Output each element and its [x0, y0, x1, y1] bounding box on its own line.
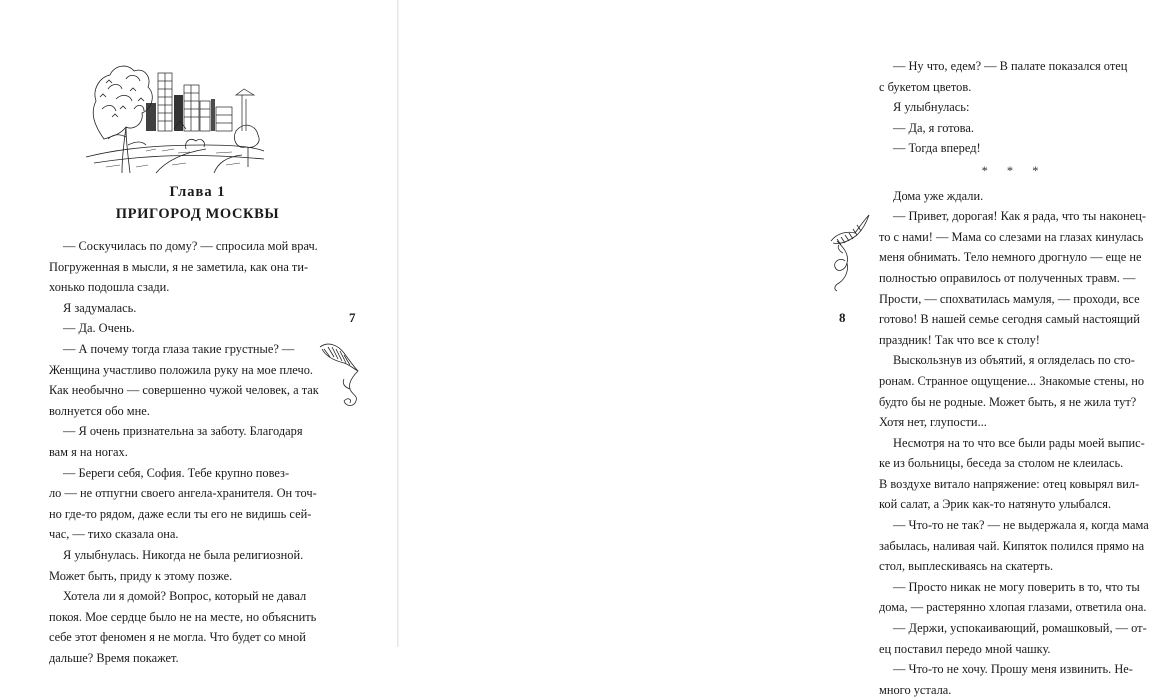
page-number-right: 8 [839, 310, 846, 325]
text-line: хонько подошла сзади. [49, 280, 170, 295]
text-line: стол, выплескиваясь на скатерть. [879, 559, 1054, 574]
text-line: — А почему тогда глаза такие грустные? — [63, 341, 295, 356]
text-line: много устала. [879, 682, 952, 697]
text-line: ло — не отпугни своего ангела-хранителя. Он точ- [49, 486, 317, 501]
text-line: — Да. Очень. [63, 321, 135, 336]
text-line: час, — тихо сказала она. [49, 527, 179, 542]
text-line: будто бы не родные. Может быть, я не жила тут? [879, 394, 1137, 409]
text-line: — Держи, успокаивающий, ромашковый, — от- [893, 621, 1147, 636]
left-page-text [49, 236, 319, 668]
text-line: Как необычно — совершенно чужой человек, а так [49, 383, 319, 398]
text-line: с букетом цветов. [879, 79, 972, 94]
text-line: Погруженная в мысли, я не заметила, как она ти- [49, 259, 309, 274]
text-line: ронам. Странное ощущение... Знакомые стены, но [879, 373, 1145, 388]
text-line: ке из больницы, беседа за столом не клеилась. [879, 456, 1124, 471]
text-line: Хотя нет, глупости... [879, 415, 987, 430]
text-line: полностью оправилось от полученных травм. — [879, 270, 1136, 285]
text-line: Хотела ли я домой? Вопрос, который не давал [63, 589, 307, 604]
text-line: Прости, — спохватилась мамуля, — проходи, все [879, 291, 1140, 306]
chapter-title: ПРИГОРОД МОСКВЫ [115, 206, 280, 222]
text-line: покоя. Мое сердце было не на месте, но объяснить [49, 609, 317, 624]
text-line: себе этот феномен я не могла. Что будет со мной [49, 630, 306, 645]
text-line: волнуется обо мне. [49, 403, 150, 418]
text-line: — Я очень признательна за заботу. Благодаря [63, 424, 303, 439]
text-line: Я улыбнулась: [893, 100, 970, 115]
text-line: дома, — растерянно хлопая глазами, ответила она. [879, 600, 1147, 615]
text-line: В воздухе витало напряжение: отец ковырял вил- [879, 476, 1140, 491]
right-page-text [879, 56, 1149, 700]
text-line: праздник! Так что все к столу! [879, 332, 1040, 347]
text-line: Дома уже ждали. [893, 188, 984, 203]
text-line: Я улыбнулась. Никогда не была религиозной. [63, 547, 304, 562]
text-line: Женщина участливо положила руку на мое плечо. [49, 362, 314, 377]
text-line: — Что-то не так? — не выдержала я, когда мама [893, 518, 1149, 533]
text-line: ец поставил передо мной чашку. [879, 641, 1051, 656]
text-line: — Просто никак не могу поверить в то, что ты [893, 579, 1140, 594]
city-sketch-illustration [86, 55, 264, 173]
text-line: — Что-то не хочу. Прошу меня извинить. Не- [893, 662, 1133, 677]
chapter-label: Глава 1 [169, 184, 226, 200]
text-line: меня обнимать. Тело немного дрогнуло — еще не [879, 250, 1142, 265]
left-page [0, 0, 397, 665]
text-line: кой салат, а Эрик как-то натянуто улыбался. [879, 497, 1112, 512]
text-line: — Да, я готова. [893, 120, 974, 135]
text-line: забылась, наливая чай. Кипяток полился прямо на [879, 538, 1145, 553]
text-line: но где-то рядом, даже если ты его не видишь сей- [49, 506, 312, 521]
text-line: — Ну что, едем? — В палате показался отец [893, 59, 1128, 73]
text-line: готово! В нашей семье сегодня самый настоящий [879, 312, 1140, 327]
text-line: Я задумалась. [63, 300, 137, 315]
feather-flourish-icon [827, 211, 871, 293]
text-line: то с нами! — Мама со слезами на глазах кинулась [879, 229, 1144, 244]
page-number-left: 7 [349, 310, 356, 325]
text-line: вам я на ногах. [49, 444, 128, 459]
right-page [399, 0, 1149, 697]
feather-flourish-icon [314, 337, 360, 415]
text-line: — Береги себя, София. Тебе крупно повез- [63, 465, 290, 480]
text-line: дальше? Время покажет. [49, 650, 179, 665]
text-line: Выскользнув из объятий, я огляделась по сто- [893, 353, 1135, 368]
text-line: Несмотря на то что все были рады моей выпис- [893, 435, 1145, 450]
text-line: — Тогда вперед! [893, 141, 981, 156]
text-line: — Соскучилась по дому? — спросила мой врач. [63, 239, 318, 253]
text-line: Может быть, приду к этому позже. [49, 568, 233, 583]
text-line: — Привет, дорогая! Как я рада, что ты наконец- [893, 209, 1147, 224]
section-separator: * * * [981, 163, 1047, 178]
